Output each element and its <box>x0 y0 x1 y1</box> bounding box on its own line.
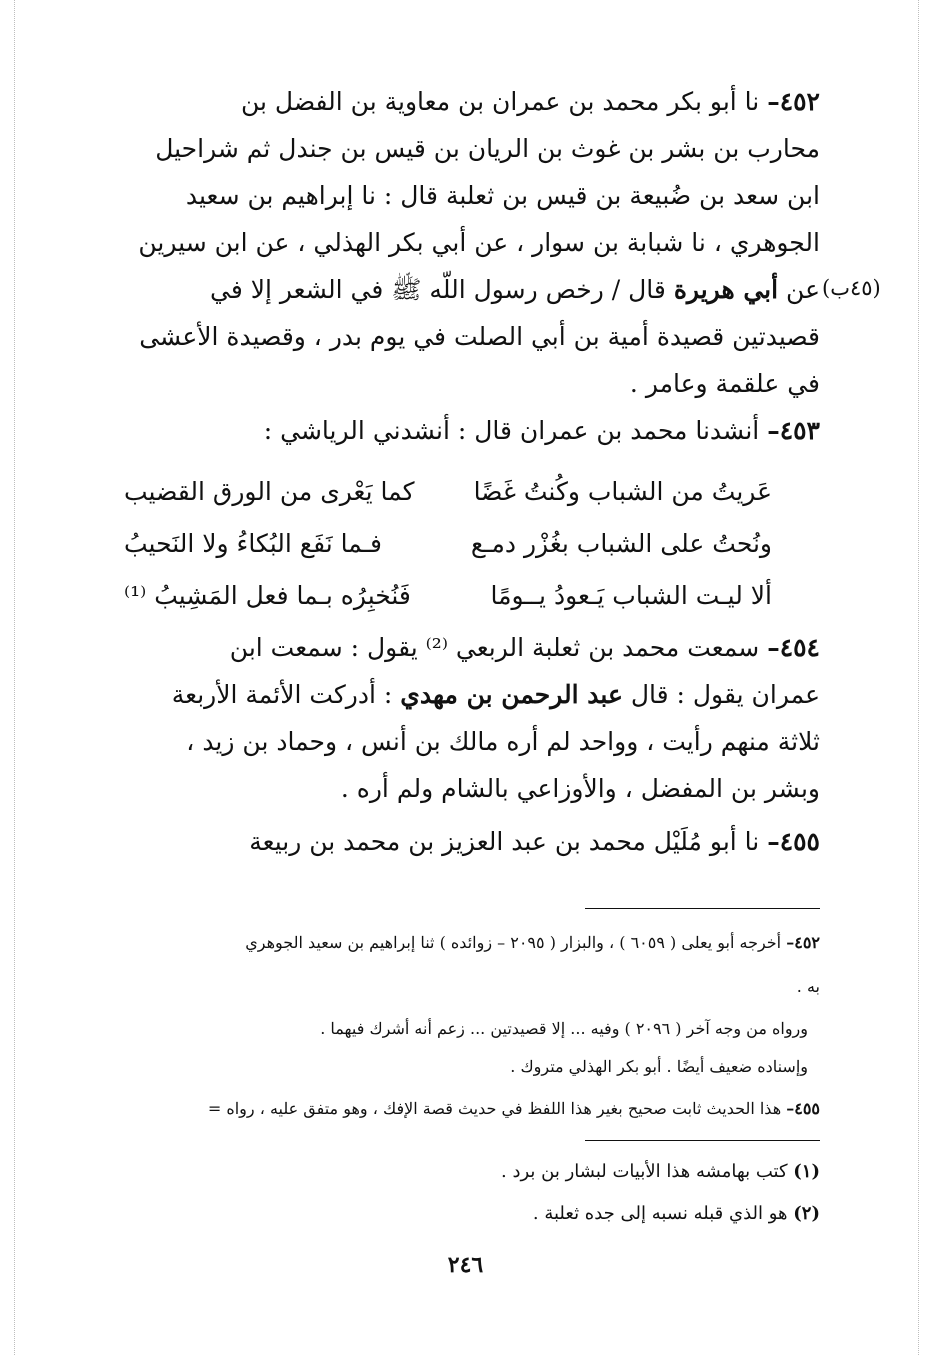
verse-second-hemistich: كما يَعْرى من الورق القضيب <box>124 477 415 506</box>
footnote-number: (٢) <box>793 1203 820 1224</box>
page-number: ٢٤٦ <box>447 1252 484 1278</box>
footnote-takhrij <box>108 974 820 1000</box>
footnote-text: ورواه من وجه آخر ( ٢٠٩٦ ) وفيه ... إلا قصيدتين ... زعم أنه أشرك فيهما . <box>320 1019 808 1038</box>
text-fragment: قال / رخص رسول اللّه ﷺ في الشعر إلا في <box>209 275 666 304</box>
verse-first-hemistich: ونُحتُ على الشباب بغُزْر دمـع <box>470 529 772 558</box>
footnote-text: به . <box>796 977 820 996</box>
margin-folio-note: (٤٥ب) <box>822 276 881 300</box>
entry-453-line <box>108 407 820 454</box>
text-line: نا أبو مُلَيْل محمد بن عبد العزيز بن محمد بن ربيعة <box>249 827 760 856</box>
footnote-takhrij <box>108 1054 820 1080</box>
entry-452-line: قصيدتين قصيدة أمية بن أبي الصلت في يوم بدر ، وقصيدة الأعشى <box>139 322 820 351</box>
footnote-separator <box>585 908 820 909</box>
footnote-takhrij <box>108 1016 820 1042</box>
scan-edge-right <box>918 0 919 1355</box>
footnote-separator <box>585 1140 820 1141</box>
text-line: أنشدنا محمد بن عمران قال : أنشدني الرياشي : <box>263 416 760 445</box>
entry-455-line <box>108 818 820 865</box>
verse-second-hemistich: فَنُخبِرُه بـما فعل المَشِيبُ ⁽¹⁾ <box>124 581 411 610</box>
footnote-margin <box>108 1200 820 1228</box>
text-line: نا أبو بكر محمد بن عمران بن معاوية بن الفضل بن <box>240 87 760 116</box>
narrator-name: عبد الرحمن بن مهدي <box>400 680 623 709</box>
text-fragment: عمران يقول : قال <box>630 680 820 709</box>
text-fragment: : أدركت الأئمة الأربعة <box>171 680 393 709</box>
footnote-text: وإسناده ضعيف أيضًا . أبو بكر الهذلي متروك . <box>510 1057 808 1076</box>
entry-number: ٤٥٤– <box>767 633 820 662</box>
scan-edge-left <box>14 0 15 1355</box>
footnote-number: (١) <box>793 1161 820 1182</box>
verse-line <box>108 468 820 520</box>
footnote-takhrij <box>108 930 820 956</box>
footnote-number: ٤٥٢– <box>786 933 820 952</box>
footnote-text: أخرجه أبو يعلى ( ٦٠٥٩ ) ، والبزار ( ٢٠٩٥ – زوائده ) ثنا إبراهيم بن سعيد الجوهري <box>245 933 782 952</box>
entry-number: ٤٥٣– <box>767 416 820 445</box>
entry-454-line <box>108 671 820 718</box>
verse-line <box>108 520 820 572</box>
main-text <box>108 78 820 865</box>
entry-454-line <box>108 624 820 671</box>
text-line: سمعت محمد بن ثعلبة الربعي ⁽²⁾ يقول : سمعت ابن <box>229 633 760 662</box>
footnote-margin <box>108 1158 820 1186</box>
narrator-name: أبي هريرة <box>673 275 779 304</box>
entry-454-line: ثلاثة منهم رأيت ، وواحد لم أره مالك بن أنس ، وحماد بن زيد ، <box>186 727 820 756</box>
entry-454-line: وبشر بن المفضل ، والأوزاعي بالشام ولم أره . <box>340 774 820 803</box>
verse-first-hemistich: عَريتُ من الشباب وكُنتُ غَضًا <box>473 477 772 506</box>
footnote-text: كتب بهامشه هذا الأبيات لبشار بن برد . <box>501 1161 788 1182</box>
footnote-takhrij <box>108 1096 820 1122</box>
footnote-text: هو الذي قبله نسبه إلى جده ثعلبة . <box>532 1203 788 1224</box>
text-fragment: عن <box>786 275 820 304</box>
entry-452-line: محارب بن بشر بن غوث بن الريان بن قيس بن جندل ثم شراحيل <box>155 134 820 163</box>
entry-452-line: ابن سعد بن ضُبيعة بن قيس بن ثعلبة قال : نا إبراهيم بن سعيد <box>185 181 820 210</box>
footnote-text: هذا الحديث ثابت صحيح بغير هذا اللفظ في حديث قصة الإفك ، وهو متفق عليه ، رواه = <box>207 1099 782 1118</box>
verse-line <box>108 572 820 624</box>
entry-452-line: في علقمة وعامر . <box>629 369 820 398</box>
entry-number: ٤٥٥– <box>767 827 820 856</box>
entry-number: ٤٥٢– <box>767 87 820 116</box>
verse-first-hemistich: ألا ليـت الشباب يَـعودُ يــومًا <box>490 581 772 610</box>
entry-452-line: الجوهري ، نا شبابة بن سوار ، عن أبي بكر الهذلي ، عن ابن سيرين <box>138 228 820 257</box>
footnote-number: ٤٥٥– <box>786 1099 820 1118</box>
entry-452-line <box>108 266 820 313</box>
entry-452-line <box>108 78 820 125</box>
verse-second-hemistich: فـما نَفَع البُكاءُ ولا النَحيبُ <box>124 529 382 558</box>
